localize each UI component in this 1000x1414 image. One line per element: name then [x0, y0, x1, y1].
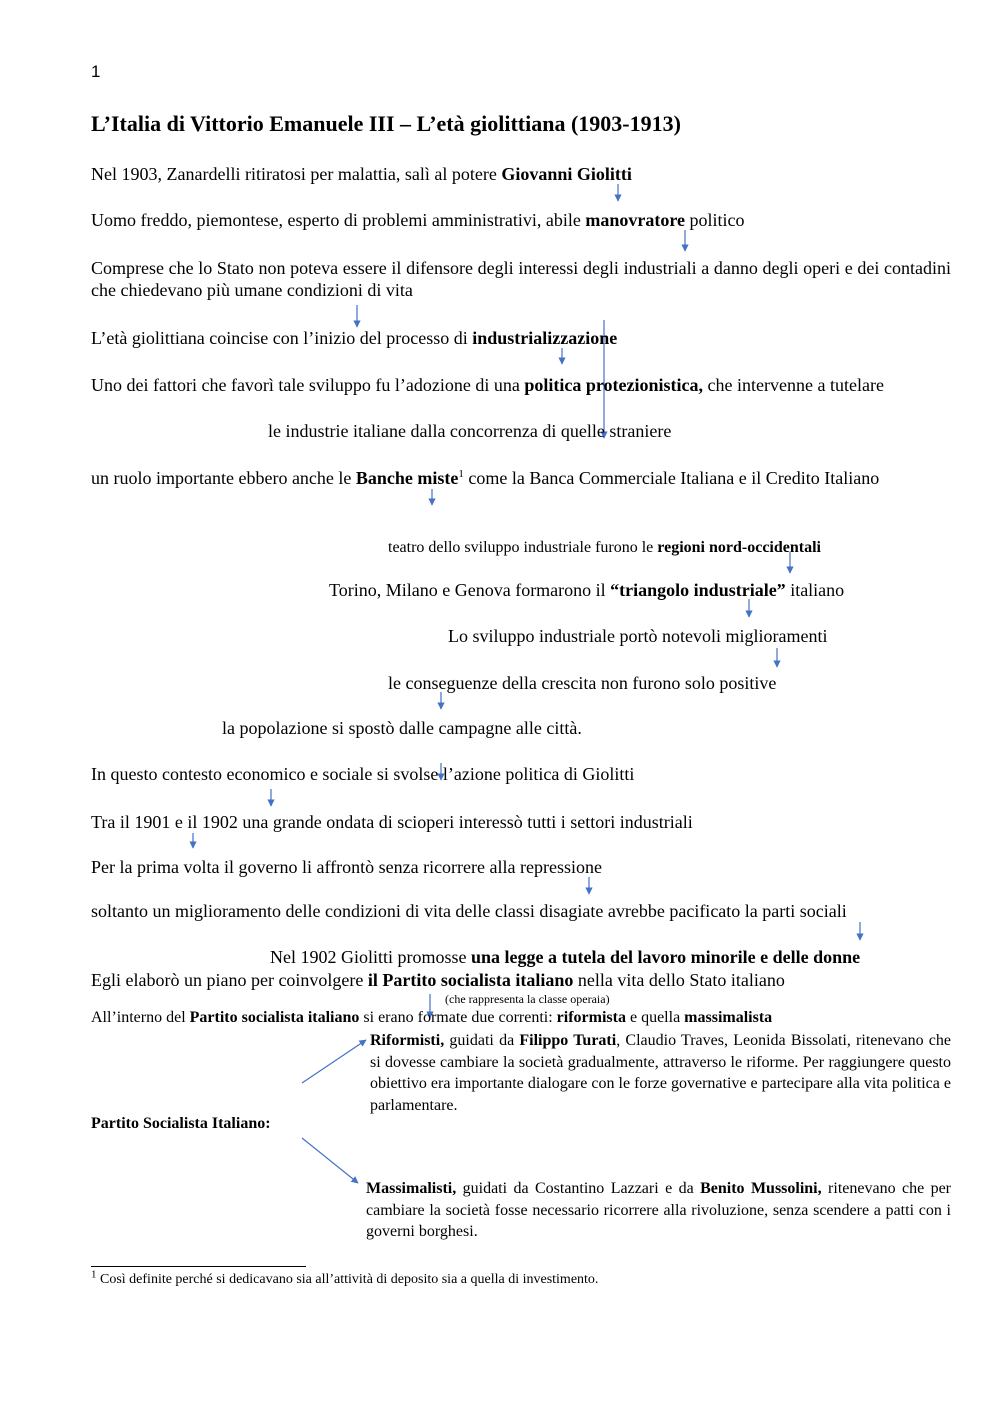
text-span: ritenevano che per cambiare la società fosse necessario ricorrere alla rivoluzione, senza scendere a patti con i governi borghesi. — [366, 1180, 952, 1240]
page-title: L’Italia di Vittorio Emanuele III – L’età giolittiana (1903-1913) — [91, 111, 681, 136]
text-span: Egli elaborò un piano per coinvolgere — [91, 970, 368, 990]
bold-text: riformista — [556, 1009, 626, 1026]
text-line — [91, 328, 617, 350]
bold-text: “triangolo industriale” — [610, 580, 786, 600]
text-line — [388, 538, 821, 557]
footnote-ref[interactable]: 1 — [458, 468, 464, 480]
text-span: Comprese che lo Stato non poteva essere il difensore degli interessi degli industriali a danno degli operi e dei contadini che chiedevano più umane condizioni di vita — [91, 258, 951, 300]
arrow-down-right-icon — [302, 1138, 358, 1183]
bold-text: massimalista — [684, 1009, 773, 1026]
footnote-divider — [91, 1266, 306, 1267]
text-line — [91, 1008, 772, 1027]
bold-text: Benito Mussolini, — [700, 1180, 822, 1197]
text-line — [270, 947, 860, 969]
text-span: Uomo freddo, piemontese, esperto di problemi amministrativi, abile — [91, 210, 586, 230]
text-span: politico — [685, 210, 745, 230]
paragraph — [91, 374, 951, 396]
text-line: le conseguenze della crescita non furono solo positive — [388, 673, 777, 693]
bold-text: politica protezionistica, — [524, 375, 704, 395]
bold-text: Riformisti, — [370, 1032, 445, 1049]
note-text: (che rappresenta la classe operaia) — [445, 992, 610, 1006]
psi-label — [91, 1114, 271, 1133]
text-line: la popolazione si spostò dalle campagne alle città. — [222, 718, 582, 738]
text-span: L’età giolittiana coincise con l’inizio del processo di — [91, 328, 473, 348]
text-line: Per la prima volta il governo li affrontò senza ricorrere alla repressione — [91, 857, 602, 877]
bold-text: Massimalisti, — [366, 1180, 457, 1197]
footnote-text: Così definite perché si dedicavano sia all’attività di deposito sia a quella di investimento. — [96, 1272, 599, 1287]
bold-text: industrializzazione — [472, 328, 618, 348]
riformisti-paragraph — [370, 1030, 951, 1116]
bold-text: il Partito socialista italiano — [367, 970, 574, 990]
paragraph — [91, 467, 951, 489]
text-line — [91, 970, 785, 992]
paragraph — [91, 257, 951, 301]
text-line: In questo contesto economico e sociale si svolse l’azione politica di Giolitti — [91, 764, 635, 784]
footnote — [91, 1268, 599, 1289]
text-span: italiano — [785, 580, 845, 600]
bold-text: una legge a tutela del lavoro minorile e delle donne — [471, 947, 861, 967]
bold-text: Filippo Turati — [519, 1032, 617, 1049]
bold-text: Partito Socialista Italiano: — [91, 1115, 271, 1132]
text-span: Uno dei fattori che favorì tale sviluppo fu l’adozione di una — [91, 375, 525, 395]
page-number: 1 — [91, 62, 101, 81]
text-line: Tra il 1901 e il 1902 una grande ondata di scioperi interessò tutti i settori industriali — [91, 812, 693, 832]
arrow-up-right-icon — [302, 1040, 366, 1083]
massimalisti-paragraph — [366, 1178, 951, 1243]
bold-text: Giovanni Giolitti — [501, 164, 632, 184]
text-span: che intervenne a tutelare — [703, 375, 884, 395]
text-span: come la Banca Commerciale Italiana e il Credito Italiano — [463, 468, 880, 488]
text-line: le industrie italiane dalla concorrenza di quelle straniere — [268, 421, 672, 441]
bold-text: manovratore — [585, 210, 686, 230]
bold-text: Banche miste — [355, 468, 459, 488]
text-span: Torino, Milano e Genova formarono il — [329, 580, 611, 600]
text-span: si erano formate due correnti: — [359, 1009, 557, 1026]
bold-text: Partito socialista italiano — [189, 1009, 360, 1026]
text-span: , Claudio Traves, Leonida Bissolati, ritenevano che si dovesse cambiare la società gradualmente, attraverso le riforme. Per raggiungere questo obiettivo era importante dialogare con le forze governative e partecipare alla vita politica e parlamentare. — [370, 1032, 951, 1114]
text-span: teatro dello sviluppo industriale furono le — [388, 539, 658, 556]
text-span: Nel 1902 Giolitti promosse — [270, 947, 471, 967]
text-span: nella vita dello Stato italiano — [573, 970, 785, 990]
text-line: Lo sviluppo industriale portò notevoli miglioramenti — [448, 626, 828, 646]
text-line — [91, 210, 745, 232]
text-line — [91, 164, 632, 186]
text-span: guidati da Costantino Lazzari e da — [456, 1180, 701, 1197]
footnote-mark: 1 — [91, 1268, 97, 1281]
text-line — [329, 580, 844, 602]
text-span: Nel 1903, Zanardelli ritiratosi per malattia, salì al potere — [91, 164, 502, 184]
bold-text: regioni nord-occidentali — [657, 539, 821, 556]
text-line: soltanto un miglioramento delle condizioni di vita delle classi disagiate avrebbe pacificato la parti sociali — [91, 901, 847, 921]
text-span: un ruolo importante ebbero anche le — [91, 468, 356, 488]
text-span: All’interno del — [91, 1009, 190, 1026]
text-span: guidati da — [444, 1032, 520, 1049]
text-span: e quella — [625, 1009, 685, 1026]
